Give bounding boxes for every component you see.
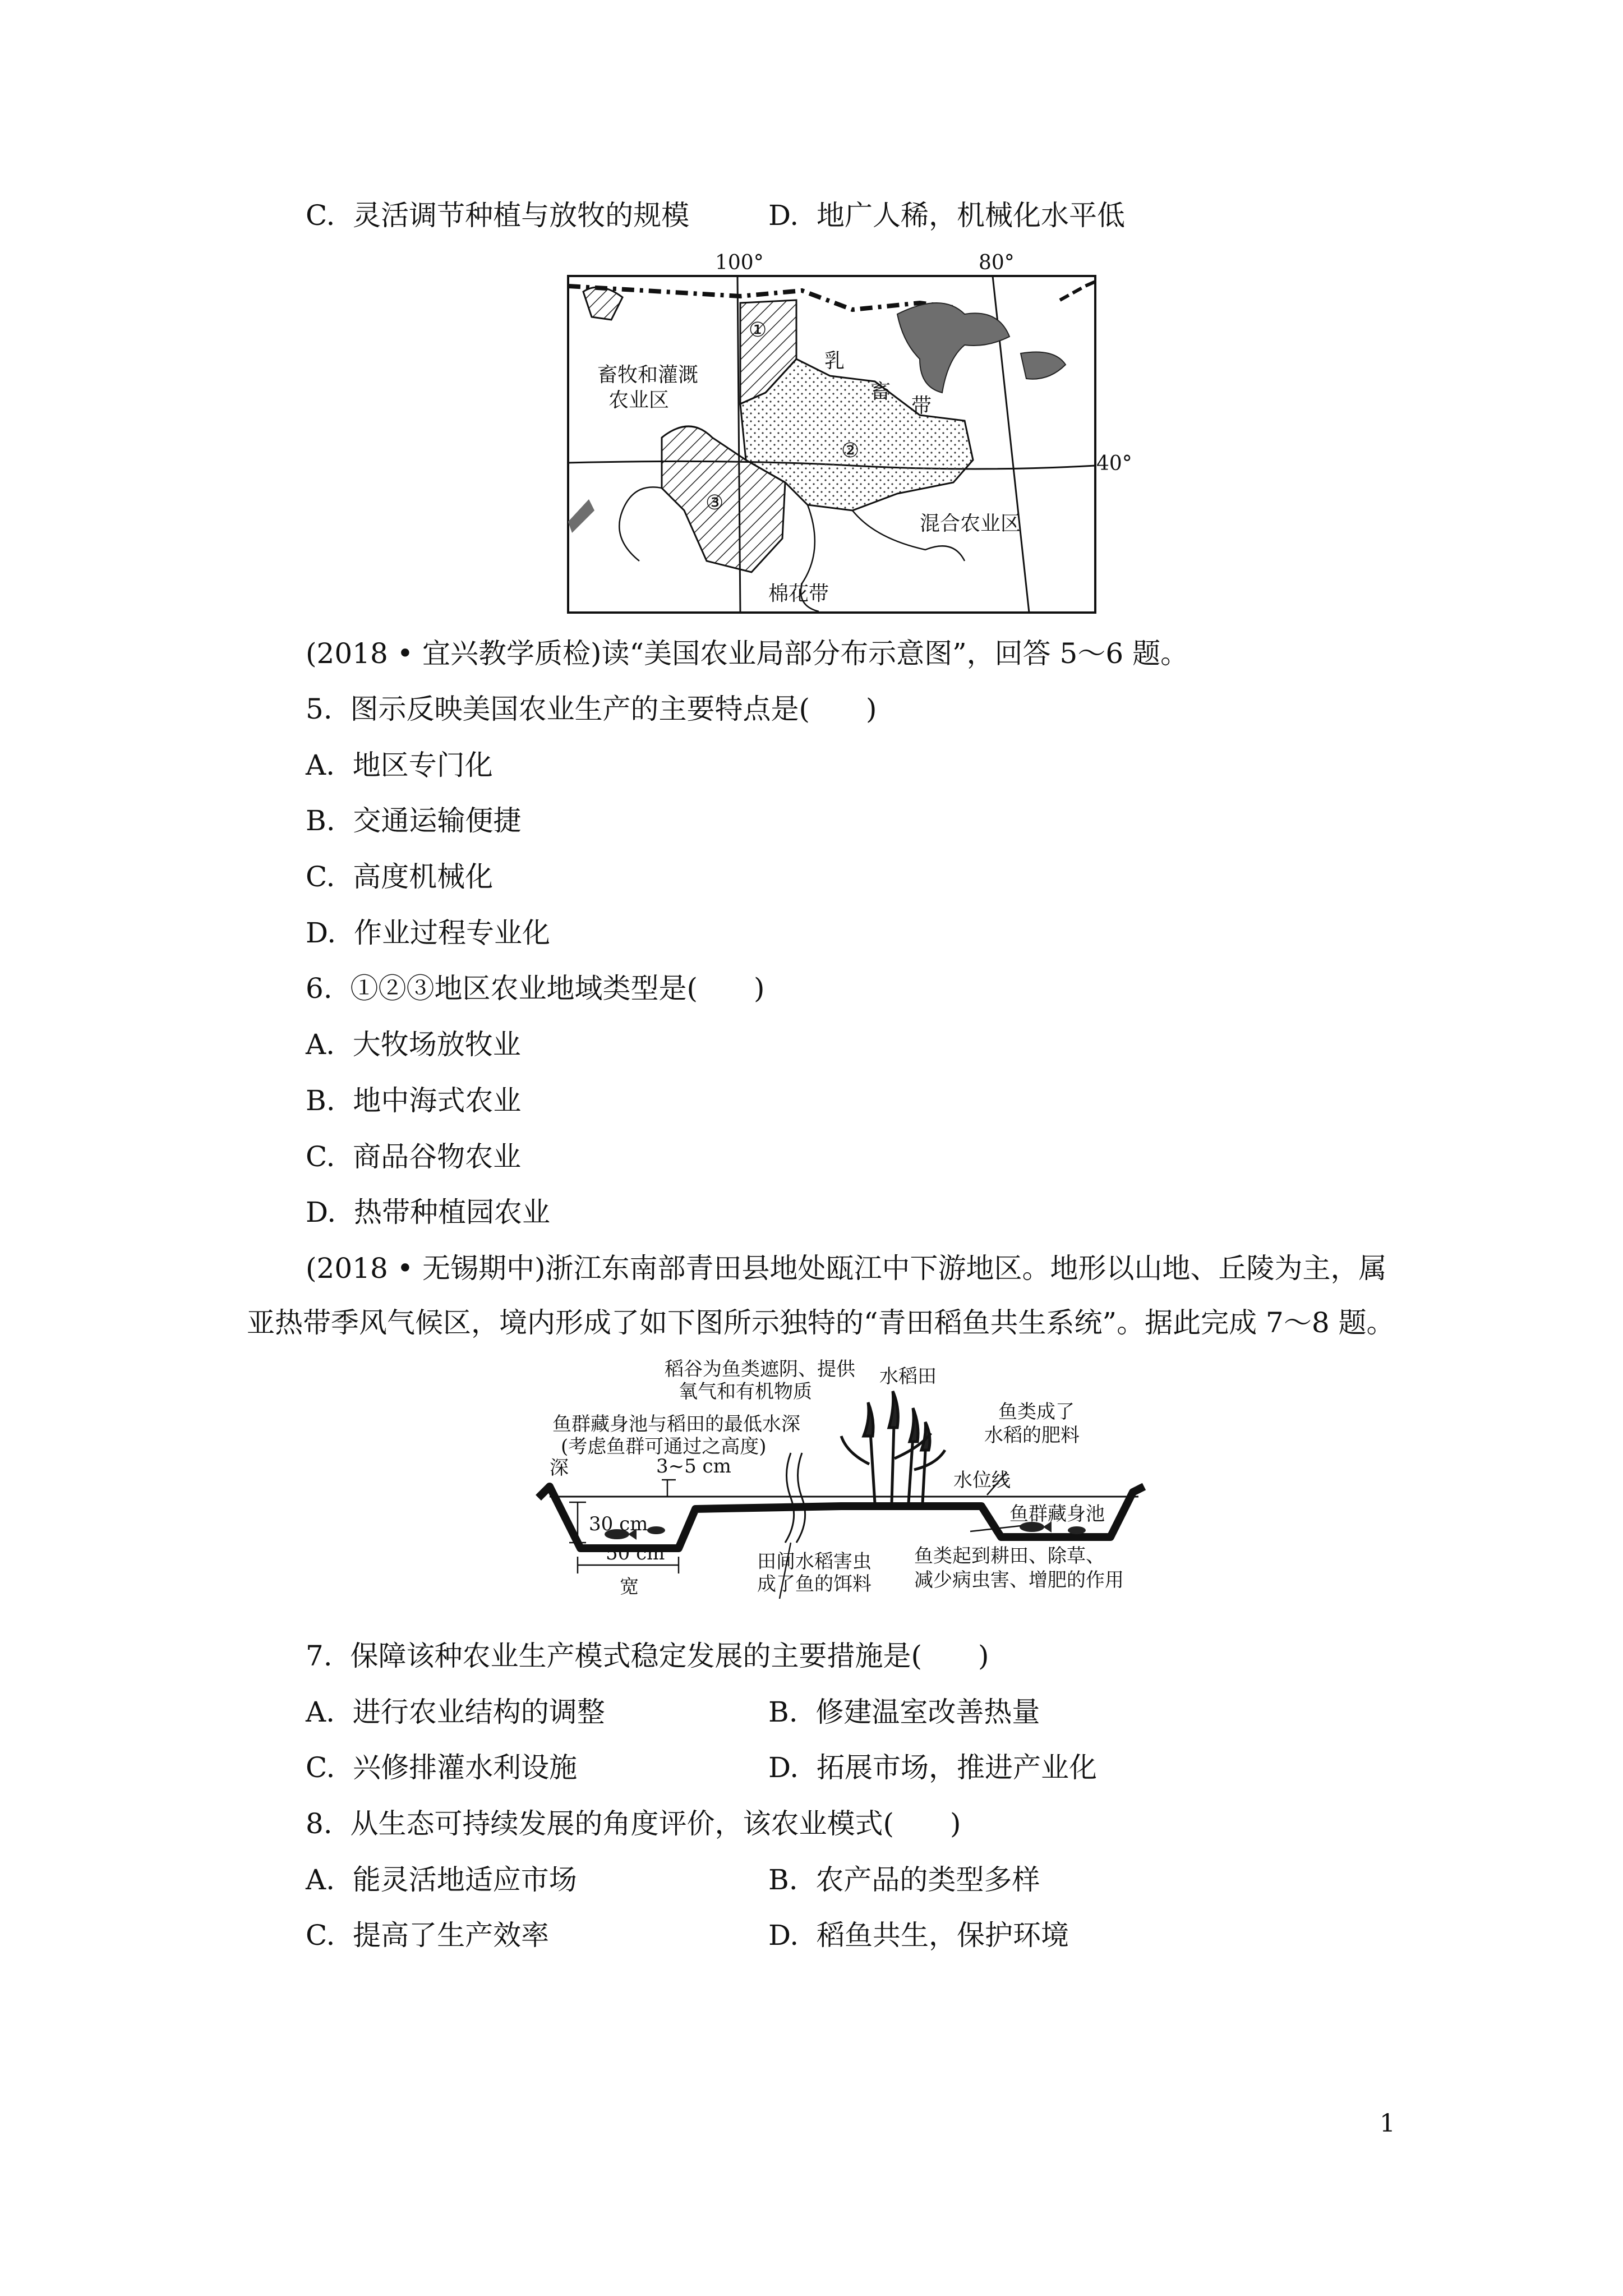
q6-option-c: C. 商品谷物农业	[306, 1140, 522, 1173]
label-livestock-1: 畜牧和灌溉	[597, 364, 699, 386]
q7-option-a: A. 进行农业结构的调整	[306, 1696, 605, 1728]
q7-option-b: B. 修建温室改善热量	[768, 1696, 1040, 1728]
label-lon-100: 100°	[715, 251, 764, 274]
label-rice-shade-2: 氧气和有机物质	[679, 1381, 812, 1403]
label-fish-role-2: 减少病虫害、增肥的作用	[914, 1569, 1124, 1591]
rice-fish-diagram	[527, 1352, 1155, 1610]
label-dairy-2: 畜	[870, 380, 891, 403]
q8-stem: 8. 从生态可持续发展的角度评价，该农业模式( )	[306, 1807, 961, 1840]
option-c-top: C. 灵活调节种植与放牧的规模	[306, 199, 690, 232]
label-min-depth-1: 鱼群藏身池与稻田的最低水深	[552, 1413, 800, 1435]
label-rice-shade-1: 稻谷为鱼类遮阴、提供	[665, 1358, 855, 1381]
q6-option-d: D. 热带种植园农业	[306, 1196, 550, 1228]
q8-option-b: B. 农产品的类型多样	[768, 1864, 1040, 1896]
q5-stem: 5. 图示反映美国农业生产的主要特点是( )	[306, 693, 877, 725]
q8-option-c: C. 提高了生产效率	[306, 1919, 550, 1952]
gap-mark-2	[796, 1453, 805, 1543]
label-fish-fert-1: 鱼类成了	[998, 1401, 1075, 1423]
q5-option-d: D. 作业过程专业化	[306, 917, 550, 949]
label-livestock-2: 农业区	[608, 389, 670, 412]
label-deep: 深	[550, 1457, 569, 1479]
q8-option-d: D. 稻鱼共生，保护环境	[768, 1919, 1069, 1952]
q8-option-a: A. 能灵活地适应市场	[306, 1864, 577, 1896]
rice-plants	[841, 1391, 945, 1503]
label-depth-3-5: 3~5 cm	[656, 1455, 731, 1478]
label-min-depth-2: (考虑鱼群可通过之高度)	[561, 1435, 767, 1458]
q5-option-b: B. 交通运输便捷	[306, 804, 522, 837]
us-agriculture-map	[561, 247, 1132, 617]
label-region-2: ②	[841, 439, 860, 462]
label-fish-fert-2: 水稻的肥料	[984, 1424, 1080, 1447]
label-cotton: 棉花带	[768, 582, 829, 605]
label-paddy: 水稻田	[879, 1365, 937, 1388]
label-mixed: 混合农业区	[920, 512, 1021, 535]
label-region-3: ③	[706, 491, 724, 514]
q7-option-c: C. 兴修排灌水利设施	[306, 1751, 578, 1784]
label-dairy-3: 带	[911, 394, 932, 417]
q6-option-b: B. 地中海式农业	[306, 1084, 522, 1117]
label-30cm: 30 cm	[589, 1513, 648, 1535]
label-pests-1: 田间水稻害虫	[757, 1550, 872, 1573]
intro-rice-fish-line1: (2018 • 无锡期中)浙江东南部青田县地处瓯江中下游地区。地形以山地、丘陵为主，属	[306, 1252, 1387, 1285]
q7-stem: 7. 保障该种农业生产模式稳定发展的主要措施是( )	[306, 1640, 989, 1672]
label-wide: 宽	[620, 1576, 639, 1598]
gap-mark-1	[785, 1453, 794, 1543]
label-lat-40: 40°	[1096, 452, 1132, 475]
label-pests-2: 成了鱼的饵料	[757, 1573, 872, 1595]
label-fish-role-1: 鱼类起到耕田、除草、	[914, 1545, 1105, 1567]
page-number: 1	[1380, 2109, 1395, 2138]
q6-option-a: A. 大牧场放牧业	[306, 1028, 521, 1061]
label-lon-80: 80°	[979, 251, 1015, 274]
intro-rice-fish-line2: 亚热带季风气候区，境内形成了如下图所示独特的“青田稻鱼共生系统”。据此完成 7～8 题。	[247, 1306, 1395, 1339]
label-50cm: 50 cm	[606, 1542, 665, 1565]
q6-stem: 6. ①②③地区农业地域类型是( )	[306, 972, 765, 1005]
q5-option-c: C. 高度机械化	[306, 861, 494, 893]
label-waterline: 水位线	[953, 1469, 1011, 1492]
label-dairy-1: 乳	[824, 349, 845, 372]
intro-usa-map: (2018 • 宜兴教学质检)读“美国农业局部分布示意图”，回答 5～6 题。	[306, 637, 1189, 670]
q5-option-a: A. 地区专门化	[306, 749, 493, 781]
label-fish-pond: 鱼群藏身池	[1009, 1503, 1105, 1525]
q7-option-d: D. 拓展市场，推进产业化	[768, 1751, 1097, 1784]
label-region-1: ①	[749, 319, 767, 342]
option-d-top: D. 地广人稀，机械化水平低	[768, 199, 1125, 232]
